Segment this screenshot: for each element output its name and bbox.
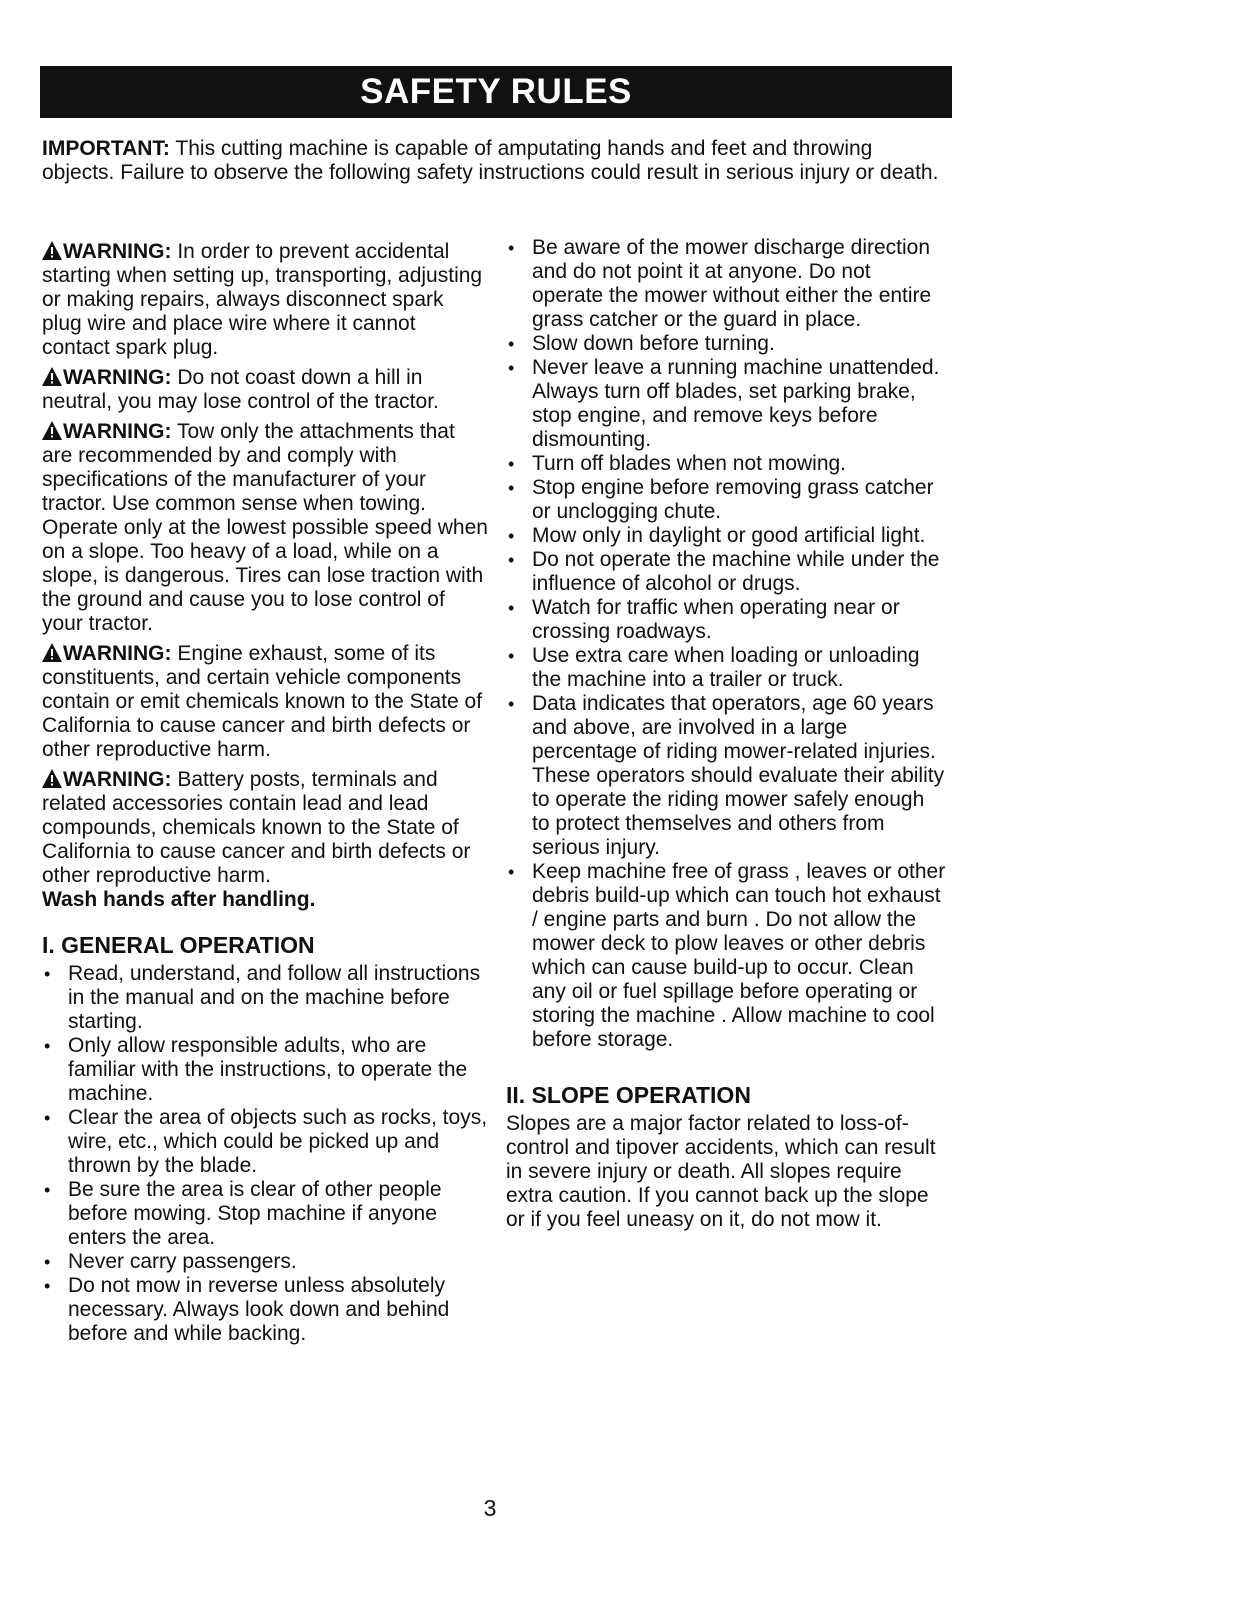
- list-item: • Only allow responsible adults, who are familiar with the instructions, to operate the machine.: [44, 1034, 468, 1105]
- list-item: • Data indicates that operators, age 60 years and above, are involved in a large percentage of riding mower-related injuries. These operators should evaluate their ability to operate the riding mower safely enough to protect themselves and others from serious injury.: [508, 692, 945, 859]
- important-label: IMPORTANT:: [42, 137, 170, 160]
- bullet-icon: •: [508, 646, 515, 666]
- slope-operation-text: Slopes are a major factor related to loss-of-control and tipover accidents, which can result in severe injury or death. All slopes require extra caution. If you cannot back up the slope or if you feel uneasy on it, do not mow it.: [506, 1112, 936, 1231]
- bullet-icon: •: [508, 862, 515, 882]
- list-item: • Be aware of the mower discharge direction and do not point it at anyone. Do not operate the mower without either the entire grass catcher or the guard in place.: [508, 236, 932, 331]
- bullet-icon: •: [44, 964, 51, 984]
- warning-label: WARNING:: [63, 240, 172, 263]
- warning-triangle-icon: [42, 367, 62, 386]
- warning-triangle-icon: [42, 241, 62, 260]
- warning-block: [42, 768, 488, 912]
- bullet-icon: •: [44, 1252, 51, 1272]
- list-item: • Mow only in daylight or good artificial light.: [508, 524, 926, 547]
- important-notice: [42, 137, 942, 185]
- warning-block: [42, 366, 488, 414]
- page-title: SAFETY RULES: [360, 72, 632, 111]
- bullet-icon: •: [44, 1108, 51, 1128]
- warning-label: WARNING:: [63, 420, 172, 443]
- warning-block: [42, 240, 488, 360]
- bullet-icon: •: [508, 550, 515, 570]
- list-item: • Never leave a running machine unattended. Always turn off blades, set parking brake, stop engine, and remove keys before dismounting.: [508, 356, 940, 451]
- list-item: • Do not operate the machine while under the influence of alcohol or drugs.: [508, 548, 940, 595]
- warning-text: Tow only the attachments that are recommended by and comply with specifications of the manufacturer of your tractor. Use common sense when towing. Operate only at the lowest possible speed when on a slope. Too heavy of a load, while on a slope, is dangerous. Tires can lose traction with the ground and cause you to lose control of your tractor.: [42, 420, 488, 635]
- slope-operation-heading: II. SLOPE OPERATION: [506, 1082, 751, 1108]
- warning-label: WARNING:: [63, 366, 172, 389]
- warning-triangle-icon: [42, 769, 62, 788]
- warning-label: WARNING:: [63, 642, 172, 665]
- bullet-icon: •: [44, 1036, 51, 1056]
- warning-text: In order to prevent accidental starting when setting up, transporting, adjusting or making repairs, always disconnect spark plug wire and place wire where it cannot contact spark plug.: [42, 240, 483, 359]
- general-operation-heading: I. GENERAL OPERATION: [42, 932, 315, 958]
- list-item: • Slow down before turning.: [508, 332, 775, 355]
- list-item: • Be sure the area is clear of other people before mowing. Stop machine if anyone enters the area.: [44, 1178, 442, 1249]
- list-item: • Stop engine before removing grass catcher or unclogging chute.: [508, 476, 934, 523]
- list-item: • Keep machine free of grass , leaves or other debris build-up which can touch hot exhaust / engine parts and burn . Do not allow the mower deck to plow leaves or other debris which can cause build-up to occur. Clean any oil or fuel spillage before operating or storing the machine . Allow machine to cool before storage.: [508, 860, 946, 1051]
- warning-text: Do not coast down a hill in neutral, you may lose control of the tractor.: [42, 366, 439, 413]
- right-column: [506, 236, 946, 1232]
- list-item: • Turn off blades when not mowing.: [508, 452, 847, 475]
- list-item: • Never carry passengers.: [44, 1250, 297, 1273]
- warning-text: Battery posts, terminals and related accessories contain lead and lead compounds, chemicals known to the State of California to cause cancer and birth defects or other reproductive harm.: [42, 768, 471, 887]
- warning-block: [42, 642, 488, 762]
- bullet-icon: •: [508, 478, 515, 498]
- important-text: This cutting machine is capable of amputating hands and feet and throwing objects. Failure to observe the following safety instructions could result in serious injury or death.: [42, 137, 939, 184]
- list-item: • Use extra care when loading or unloading the machine into a trailer or truck.: [508, 644, 920, 691]
- bullet-icon: •: [508, 454, 515, 474]
- bullet-icon: •: [44, 1180, 51, 1200]
- bullet-icon: •: [508, 694, 515, 714]
- title-bar: [40, 66, 952, 118]
- list-item: • Clear the area of objects such as rocks, toys, wire, etc., which could be picked up and thrown by the blade.: [44, 1106, 488, 1177]
- general-operation-list-left: [42, 962, 488, 1346]
- general-operation-list-right: [506, 236, 946, 1052]
- bullet-icon: •: [44, 1276, 51, 1296]
- bullet-icon: •: [508, 526, 515, 546]
- list-item: • Read, understand, and follow all instructions in the manual and on the machine before starting.: [44, 962, 481, 1033]
- warning-block: [42, 420, 488, 636]
- bullet-icon: •: [508, 334, 515, 354]
- list-item: • Do not mow in reverse unless absolutely necessary. Always look down and behind before and while backing.: [44, 1274, 450, 1345]
- bullet-icon: •: [508, 598, 515, 618]
- warning-label: WARNING:: [63, 768, 172, 791]
- page-number: 3: [483, 1495, 497, 1521]
- warning-triangle-icon: [42, 421, 62, 440]
- left-column: [42, 240, 488, 1346]
- bullet-icon: •: [508, 358, 515, 378]
- wash-hands-notice: Wash hands after handling.: [42, 888, 316, 911]
- bullet-icon: •: [508, 238, 515, 258]
- warning-text: Engine exhaust, some of its constituents, and certain vehicle components contain or emit chemicals known to the State of California to cause cancer and birth defects or other reproductive harm.: [42, 642, 483, 761]
- list-item: • Watch for traffic when operating near or crossing roadways.: [508, 596, 900, 643]
- warning-triangle-icon: [42, 643, 62, 662]
